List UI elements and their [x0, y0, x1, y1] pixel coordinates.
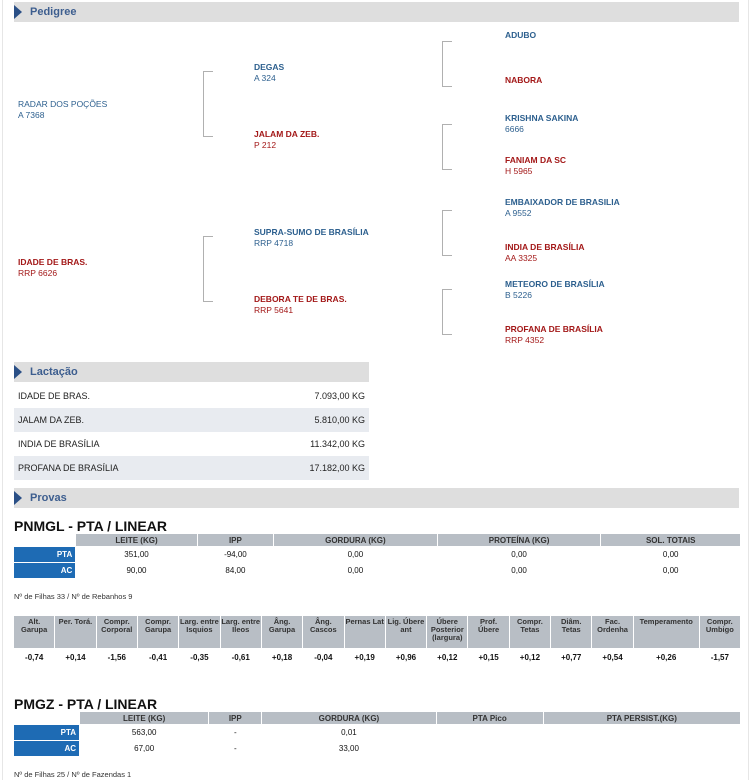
animal-name[interactable]: METEORO DE BRASÍLIA [505, 279, 605, 289]
table-cell: -1,56 [107, 652, 126, 662]
pedigree-dss[interactable] [505, 197, 620, 219]
table-cell: +0,26 [656, 652, 677, 662]
column-header: LEITE (KG) [76, 534, 197, 546]
lactacao-animal: PROFANA DE BRASÍLIA [18, 463, 119, 473]
section-header-pedigree [14, 2, 739, 22]
lactacao-value: 7.093,00 KG [314, 391, 365, 401]
table-cell: 90,00 [126, 566, 147, 575]
table-cell: -0,41 [148, 652, 168, 662]
table-row [14, 547, 740, 562]
column-header: LEITE (KG) [80, 712, 208, 724]
pedigree-sdd[interactable] [505, 155, 566, 177]
table-cell: 0,00 [662, 550, 679, 559]
table-cell [544, 741, 740, 756]
pedigree-dam-dam[interactable] [254, 294, 347, 316]
animal-name[interactable]: FANIAM DA SC [505, 155, 567, 165]
column-header: Compr. Garupa [138, 616, 178, 648]
table-cell: 0,00 [662, 566, 679, 575]
lactacao-row [14, 408, 369, 432]
column-header: PROTEÍNA (KG) [438, 534, 601, 546]
lactacao-row [14, 384, 369, 408]
table-cell: +0,14 [65, 652, 86, 662]
animal-reg: RRP 5641 [254, 305, 294, 315]
table-cell [544, 725, 740, 740]
column-header: PTA Pico [437, 712, 543, 724]
animal-reg: H 5965 [505, 166, 533, 176]
column-header: Compr. Umbigo [700, 616, 740, 648]
table-cell: 0,00 [347, 566, 364, 575]
table-cell [437, 725, 543, 740]
pnmgl-table [13, 533, 741, 579]
pmgz-title: PMGZ - PTA / LINEAR [14, 696, 158, 712]
pedigree-sire[interactable] [18, 99, 107, 121]
table-cell [437, 741, 543, 756]
table-cell: 563,00 [131, 728, 157, 737]
column-header: Larg. entre Isquios [179, 616, 219, 648]
column-header: IPP [209, 712, 261, 724]
table-cell: -0,04 [314, 652, 333, 662]
column-header: Âng. Garupa [262, 616, 302, 648]
animal-name[interactable]: JALAM DA ZEB. [254, 129, 320, 139]
table-cell: 67,00 [134, 744, 155, 753]
pnmgl-note: Nº de Filhas 33 / Nº de Rebanhos 9 [14, 592, 133, 601]
animal-name[interactable]: ADUBO [505, 30, 537, 40]
pedigree-dds[interactable] [505, 279, 605, 301]
table-cell: +0,12 [519, 652, 541, 662]
pedigree-ssd[interactable] [505, 75, 542, 86]
section-title: Lactação [30, 366, 78, 378]
pmgz-table [13, 711, 741, 757]
animal-name[interactable]: IDADE DE BRAS. [18, 257, 88, 267]
column-header: Compr. Tetas [510, 616, 550, 648]
animal-reg: RRP 4718 [254, 238, 294, 248]
table-row [14, 741, 740, 756]
table-header [14, 534, 740, 546]
animal-name[interactable]: RADAR DOS POÇÕES [18, 99, 108, 109]
table-cell: 84,00 [225, 566, 246, 575]
table-cell: 33,00 [338, 744, 359, 753]
column-header: IPP [198, 534, 273, 546]
animal-name[interactable]: EMBAIXADOR DE BRASILIA [505, 197, 620, 207]
animal-reg: RRP 6626 [18, 268, 58, 278]
pedigree-sss[interactable] [505, 30, 536, 41]
column-header: Fac. Ordenha [592, 616, 632, 648]
column-header: SOL. TOTAIS [601, 534, 740, 546]
connector [203, 236, 204, 301]
table-cell: - [233, 728, 237, 737]
pedigree-dam[interactable] [18, 257, 87, 279]
lactacao-value: 5.810,00 KG [314, 415, 365, 425]
connector [203, 71, 204, 136]
animal-name[interactable]: KRISHNA SAKINA [505, 113, 579, 123]
table-cell: 0,00 [347, 550, 364, 559]
column-header: GORDURA (KG) [262, 712, 435, 724]
table-cell: -0,35 [190, 652, 209, 662]
section-header-provas [14, 488, 739, 508]
pedigree-dam-sire[interactable] [254, 227, 369, 249]
animal-reg: RRP 4352 [505, 335, 545, 345]
lactacao-row [14, 456, 369, 480]
section-arrow-icon [14, 365, 22, 379]
lactacao-row [14, 432, 369, 456]
table-cell: - [233, 744, 237, 753]
table-row [14, 649, 740, 665]
table-cell: +0,15 [478, 652, 499, 662]
column-header: Pernas Lat [345, 616, 385, 648]
table-cell: 351,00 [124, 550, 149, 559]
row-label: PTA [14, 547, 75, 562]
pnmgl-title: PNMGL - PTA / LINEAR [14, 518, 167, 534]
animal-reg: P 212 [254, 140, 277, 150]
column-header: Larg. entre Ileos [221, 616, 261, 648]
table-row [14, 725, 740, 740]
section-arrow-icon [14, 5, 22, 19]
animal-name[interactable]: SUPRA-SUMO DE BRASÍLIA [254, 227, 369, 237]
table-header [14, 712, 740, 724]
column-header: Per. Torá. [55, 616, 95, 648]
column-header: Compr. Corporal [97, 616, 137, 648]
row-label: AC [14, 741, 79, 756]
animal-reg: AA 3325 [505, 253, 538, 263]
table-cell: 0,01 [341, 728, 357, 737]
animal-reg: A 9552 [505, 208, 532, 218]
connector [442, 41, 443, 86]
lactacao-animal: JALAM DA ZEB. [18, 415, 85, 425]
table-cell: +0,54 [602, 652, 623, 662]
lactacao-animal: IDADE DE BRAS. [18, 391, 91, 401]
table-cell: -0,74 [25, 652, 44, 662]
connector [442, 124, 443, 169]
column-header: Úbere Posterior (largura) [427, 616, 467, 648]
table-cell: +0,77 [561, 652, 582, 662]
linear-table [13, 615, 741, 666]
column-header: Diâm. Tetas [551, 616, 591, 648]
animal-name[interactable]: PROFANA DE BRASÍLIA [505, 324, 603, 334]
table-cell: -0,61 [231, 652, 250, 662]
lactacao-value: 11.342,00 KG [310, 439, 365, 449]
table-header [14, 616, 740, 648]
pmgz-note: Nº de Filhas 25 / Nº de Fazendas 1 [14, 770, 132, 779]
section-title: Provas [30, 492, 67, 504]
animal-name[interactable]: NABORA [505, 75, 543, 85]
pedigree-ddd[interactable] [505, 324, 603, 346]
table-cell: +0,18 [271, 652, 293, 662]
pedigree-sds[interactable] [505, 113, 578, 135]
table-cell: +0,19 [354, 652, 375, 662]
column-header: PTA PERSIST.(KG) [544, 712, 740, 724]
pedigree-dsd[interactable] [505, 242, 585, 264]
connector [442, 289, 443, 334]
section-title: Pedigree [30, 6, 77, 18]
animal-reg: A 324 [254, 73, 276, 83]
table-cell: -94,00 [224, 550, 247, 559]
table-cell: +0,96 [395, 652, 417, 662]
connector [442, 210, 443, 255]
section-header-lactacao [14, 362, 369, 382]
pedigree-sire-dam[interactable] [254, 129, 319, 151]
animal-name[interactable]: INDIA DE BRASÍLIA [505, 242, 585, 252]
table-row [14, 563, 740, 578]
column-header: Temperamento [634, 616, 699, 648]
column-header: Prof. Úbere [468, 616, 508, 648]
animal-reg: B 5226 [505, 290, 532, 300]
table-cell: 0,00 [511, 550, 527, 559]
row-label: PTA [14, 725, 79, 740]
animal-name[interactable]: DEBORA TE DE BRAS. [254, 294, 347, 304]
section-arrow-icon [14, 491, 22, 505]
animal-reg: A 7368 [18, 110, 45, 120]
column-header: Âng. Cascos [303, 616, 343, 648]
column-header: GORDURA (KG) [274, 534, 437, 546]
column-header: Lig. Úbere ant [386, 616, 426, 648]
row-label: AC [14, 563, 75, 578]
table-cell: 0,00 [511, 566, 527, 575]
table-cell: -1,57 [710, 652, 729, 662]
column-header: Alt. Garupa [14, 616, 54, 648]
table-cell: +0,12 [437, 652, 458, 662]
pedigree-sire-sire[interactable] [254, 62, 284, 84]
animal-name[interactable]: DEGAS [254, 62, 285, 72]
animal-reg: 6666 [505, 124, 524, 134]
lactacao-value: 17.182,00 KG [309, 463, 365, 473]
lactacao-animal: INDIA DE BRASÍLIA [18, 439, 100, 449]
